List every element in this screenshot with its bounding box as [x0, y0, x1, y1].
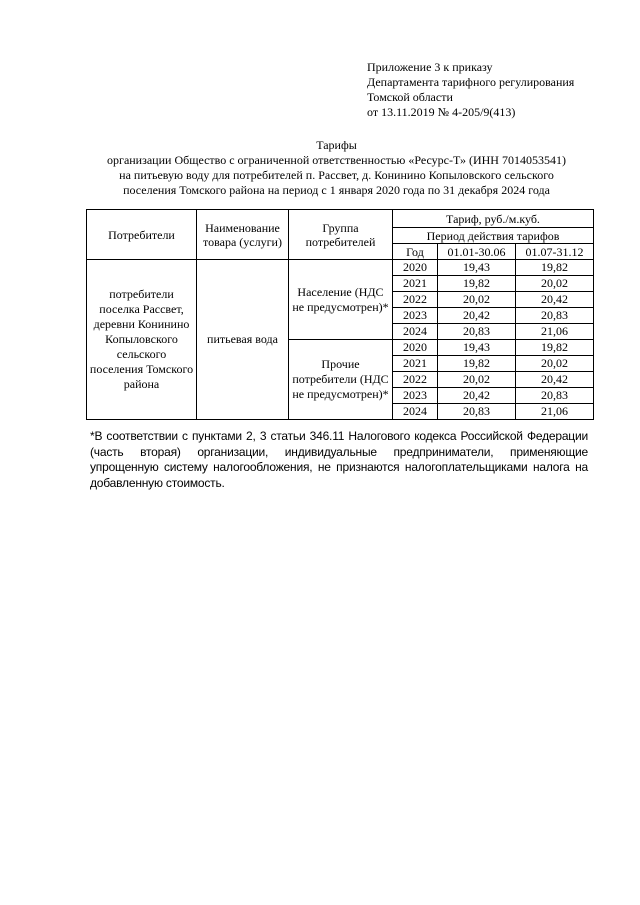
tariff-h2-cell: 20,02 — [516, 356, 594, 372]
year-cell: 2020 — [393, 340, 438, 356]
header-tariff: Тариф, руб./м.куб. — [393, 210, 594, 228]
appendix-line: Приложение 3 к приказу — [367, 60, 493, 74]
product-cell: питьевая вода — [197, 260, 289, 420]
tariff-h2-cell: 20,83 — [516, 308, 594, 324]
year-cell: 2024 — [393, 324, 438, 340]
header-year: Год — [393, 244, 438, 260]
header-half1: 01.01-30.06 — [438, 244, 516, 260]
header-product: Наименование товара (услуги) — [197, 210, 289, 260]
tariff-h1-cell: 20,02 — [438, 372, 516, 388]
group-cell: Прочие потребители (НДС не предусмотрен)* — [289, 340, 393, 420]
tariff-h2-cell: 20,42 — [516, 372, 594, 388]
header-half2: 01.07-31.12 — [516, 244, 594, 260]
table-row — [87, 260, 594, 276]
consumer-cell: потребители поселка Рассвет, деревни Конинино Копыловского сельского поселения Томского района — [87, 260, 197, 420]
year-cell: 2023 — [393, 388, 438, 404]
title-line: организации Общество с ограниченной ответственностью «Ресурс-Т» (ИНН 7014053541) — [107, 153, 566, 167]
tariff-h2-cell: 20,42 — [516, 292, 594, 308]
tariff-h2-cell: 21,06 — [516, 324, 594, 340]
year-cell: 2022 — [393, 292, 438, 308]
tariff-h1-cell: 19,43 — [438, 340, 516, 356]
tariff-h1-cell: 20,02 — [438, 292, 516, 308]
year-cell: 2022 — [393, 372, 438, 388]
appendix-header — [367, 60, 574, 120]
tariff-h2-cell: 20,02 — [516, 276, 594, 292]
tariff-h1-cell: 20,83 — [438, 404, 516, 420]
footnote: *В соответствии с пунктами 2, 3 статьи 346.11 Налогового кодекса Российской Федерации (часть вторая) организации, индивидуальные предприниматели, применяющие упрощенную систему налогообложения, не признаются налогоплательщиками налога на добавленную стоимость. — [90, 429, 588, 490]
title-heading: Тарифы — [316, 138, 357, 152]
tariff-h1-cell: 19,43 — [438, 260, 516, 276]
year-cell: 2021 — [393, 356, 438, 372]
tariff-table — [86, 209, 594, 420]
table-header-row — [87, 210, 594, 228]
document-title — [40, 138, 633, 198]
appendix-line: Департамента тарифного регулирования — [367, 75, 575, 89]
year-cell: 2020 — [393, 260, 438, 276]
group-cell: Население (НДС не предусмотрен)* — [289, 260, 393, 340]
tariff-h2-cell: 21,06 — [516, 404, 594, 420]
tariff-h1-cell: 19,82 — [438, 276, 516, 292]
tariff-h1-cell: 20,83 — [438, 324, 516, 340]
title-line: поселения Томского района на период с 1 января 2020 года по 31 декабря 2024 года — [123, 183, 550, 197]
year-cell: 2021 — [393, 276, 438, 292]
header-consumers: Потребители — [87, 210, 197, 260]
title-line: на питьевую воду для потребителей п. Рассвет, д. Конинино Копыловского сельского — [119, 168, 554, 182]
tariff-h1-cell: 20,42 — [438, 388, 516, 404]
appendix-line: Томской области — [367, 90, 453, 104]
tariff-h2-cell: 19,82 — [516, 260, 594, 276]
year-cell: 2023 — [393, 308, 438, 324]
tariff-h1-cell: 19,82 — [438, 356, 516, 372]
tariff-h2-cell: 19,82 — [516, 340, 594, 356]
year-cell: 2024 — [393, 404, 438, 420]
header-period: Период действия тарифов — [393, 228, 594, 244]
header-group: Группа потребителей — [289, 210, 393, 260]
appendix-line: от 13.11.2019 № 4-205/9(413) — [367, 105, 516, 119]
tariff-h1-cell: 20,42 — [438, 308, 516, 324]
tariff-h2-cell: 20,83 — [516, 388, 594, 404]
